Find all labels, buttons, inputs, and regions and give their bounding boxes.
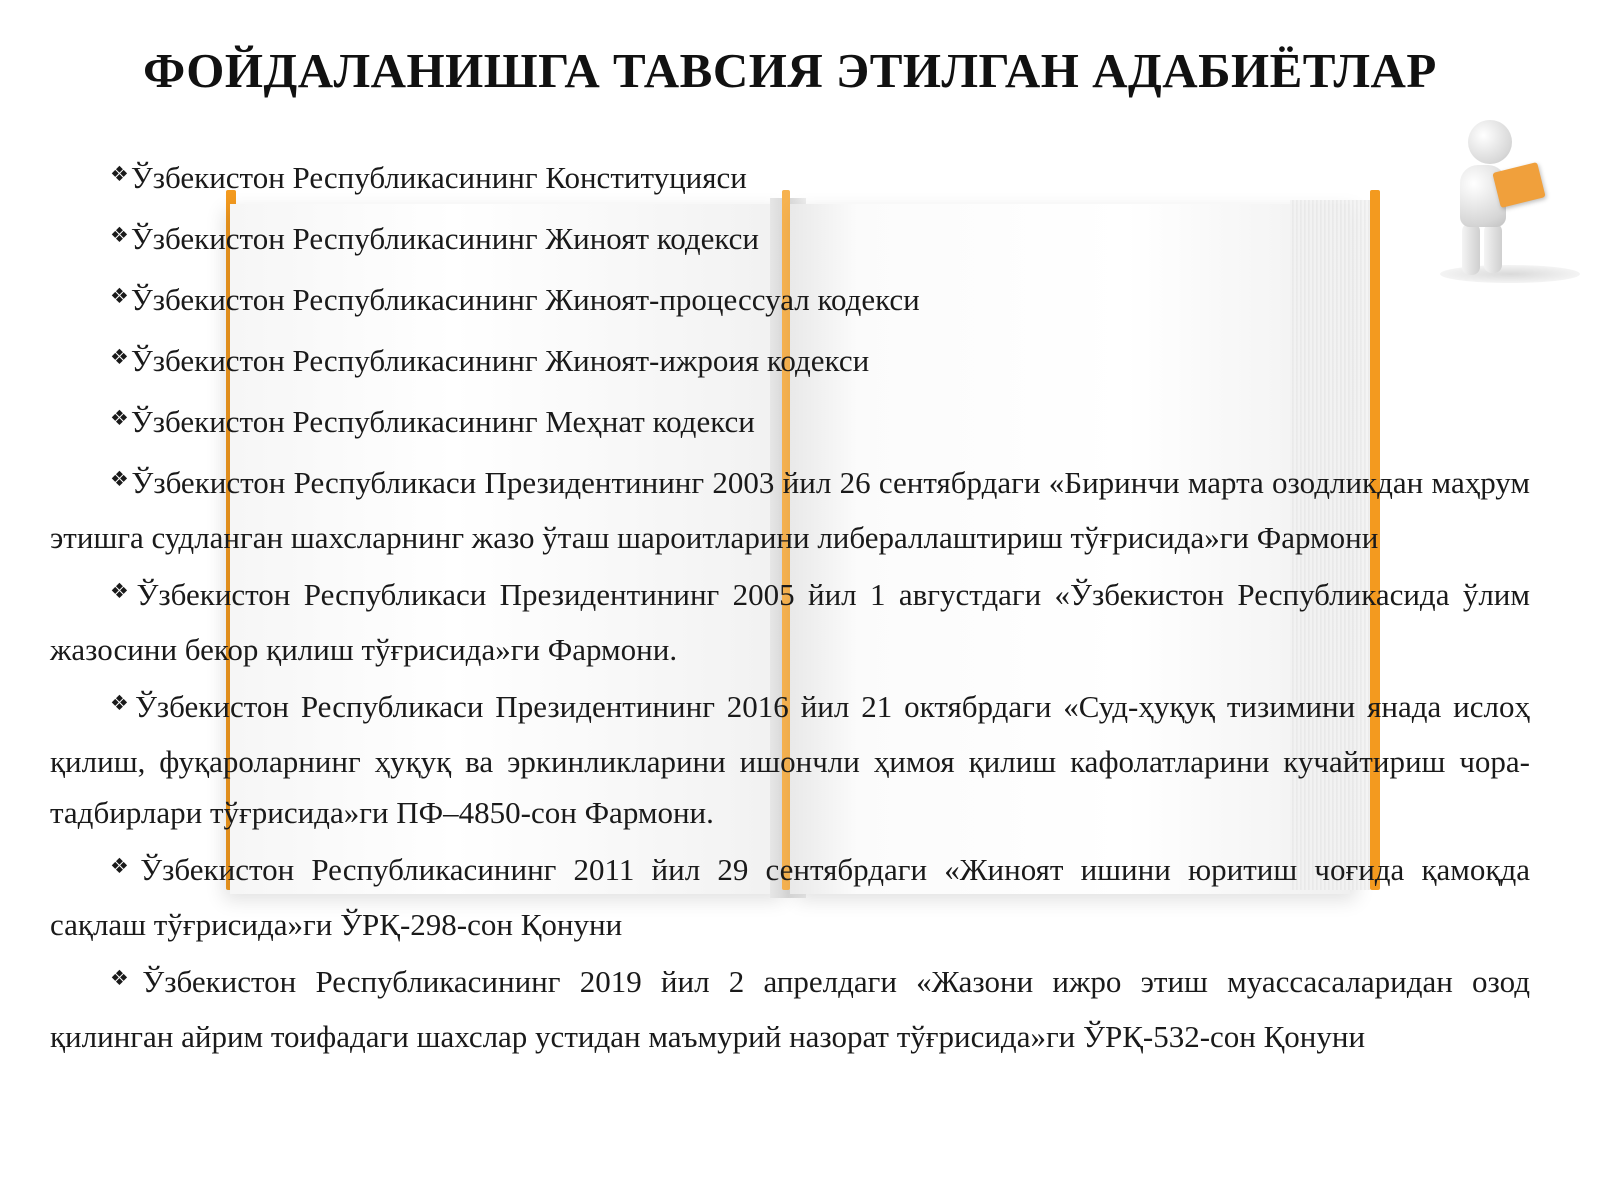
diamond-bullet-icon: ❖ (110, 579, 135, 603)
list-item (50, 152, 1530, 207)
list-item-text: Ўзбекистон Республикаси Президентининг 2016 йил 21 октябрдаги «Суд-ҳуқуқ тизимини янада ислоҳ қилиш, фуқароларнинг ҳуқуқ ва эркинликларини ишончли ҳимоя қилиш кафолатларини кучайтириш чора-тадбирлари тўғрисида»ги ПФ–4850-сон Фармони. (50, 689, 1531, 830)
list-item-text: Ўзбекистон Республикаси Президентининг 2005 йил 1 августдаги «Ўзбекистон Республикасида ўлим жазосини бекор қилиш тўғрисида»ги Фармони. (50, 577, 1530, 667)
list-item-text: Ўзбекистон Республикасининг 2019 йил 2 апрелдаги «Жазони ижро этиш муассасаларидан озод қилинган айрим тоифадаги шахслар устидан маъмурий назорат тўғрисида»ги ЎРҚ-532-сон Қонуни (50, 964, 1530, 1054)
list-item-text: Ўзбекистон Республикасининг Жиноят-ижроия кодекси (130, 343, 870, 378)
list-item (50, 956, 1530, 1062)
slide-title: ФОЙДАЛАНИШГА ТАВСИЯ ЭТИЛГАН АДАБИЁТЛАР (143, 43, 1437, 98)
list-item-text: Ўзбекистон Республикасининг Жиноят кодекси (130, 221, 760, 256)
diamond-bullet-icon: ❖ (110, 406, 129, 430)
diamond-bullet-icon: ❖ (110, 467, 130, 491)
diamond-bullet-icon: ❖ (110, 162, 129, 186)
list-item (50, 681, 1530, 838)
list-item-text: Ўзбекистон Республикасининг Жиноят-процессуал кодекси (130, 282, 920, 317)
list-item (50, 569, 1530, 675)
list-item (50, 335, 1530, 390)
list-item (50, 213, 1530, 268)
list-item-text: Ўзбекистон Республикасининг Меҳнат кодекси (130, 404, 755, 439)
diamond-bullet-icon: ❖ (110, 854, 139, 878)
diamond-bullet-icon: ❖ (110, 691, 133, 715)
diamond-bullet-icon: ❖ (110, 284, 129, 308)
list-item (50, 274, 1530, 329)
list-item (50, 396, 1530, 451)
literature-list (50, 152, 1530, 1068)
diamond-bullet-icon: ❖ (110, 345, 129, 369)
list-item-text: Ўзбекистон Республикасининг 2011 йил 29 сентябрдаги «Жиноят ишини юритиш чоғида қамоқда сақлаш тўғрисида»ги ЎРҚ-298-сон Қонуни (50, 852, 1530, 942)
list-item-text: Ўзбекистон Республикаси Президентининг 2003 йил 26 сентябрдаги «Биринчи марта озодликдан маҳрум этишга судланган шахсларнинг жазо ўташ шароитларини либераллаштириш тўғрисида»ги Фармони (50, 465, 1530, 555)
list-item (50, 457, 1530, 563)
diamond-bullet-icon: ❖ (110, 223, 129, 247)
list-item (50, 844, 1530, 950)
list-item-text: Ўзбекистон Республикасининг Конституцияси (130, 160, 747, 195)
diamond-bullet-icon: ❖ (110, 966, 141, 990)
